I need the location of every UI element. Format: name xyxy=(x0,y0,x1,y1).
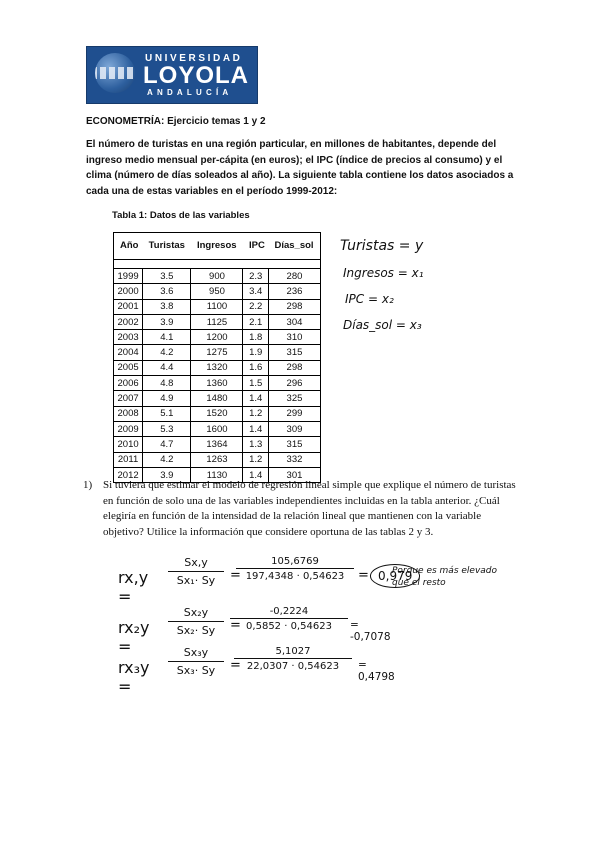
table-cell: 2007 xyxy=(114,391,143,406)
formula-fraction xyxy=(168,606,224,637)
legend-x3: Días_sol = x₃ xyxy=(343,318,422,332)
table-cell: 4.2 xyxy=(143,345,191,360)
table-cell: 3.9 xyxy=(143,467,191,482)
legend-y: Turistas = y xyxy=(340,238,424,254)
table-row xyxy=(114,269,321,284)
university-logo xyxy=(86,46,258,104)
table-cell: 2004 xyxy=(114,345,143,360)
table-cell: 304 xyxy=(268,314,320,329)
values-denominator: 0,5852 · 0,54623 xyxy=(246,621,332,632)
table-cell: 1.2 xyxy=(243,406,269,421)
header-ipc: IPC xyxy=(243,233,269,260)
document-title: ECONOMETRÍA: Ejercicio temas 1 y 2 xyxy=(86,116,266,127)
equals-sign: = xyxy=(230,618,241,633)
values-fraction xyxy=(234,646,352,672)
table-cell: 1275 xyxy=(191,345,243,360)
legend-x1: Ingresos = x₁ xyxy=(343,266,424,280)
table-cell: 1.6 xyxy=(243,360,269,375)
values-numerator: 5,1027 xyxy=(234,646,352,659)
table-cell: 2006 xyxy=(114,376,143,391)
table-cell: 298 xyxy=(268,299,320,314)
values-fraction xyxy=(230,606,348,632)
table-cell: 332 xyxy=(268,452,320,467)
table-cell: 298 xyxy=(268,360,320,375)
table-cell: 4.7 xyxy=(143,437,191,452)
formula-lhs: rx,y = xyxy=(118,568,149,606)
table-cell: 301 xyxy=(268,467,320,482)
table-cell: 280 xyxy=(268,269,320,284)
formula-lhs: rx₂y = xyxy=(118,618,150,656)
table-cell: 2010 xyxy=(114,437,143,452)
table-cell: 2012 xyxy=(114,467,143,482)
table-cell: 3.4 xyxy=(243,284,269,299)
table-row xyxy=(114,437,321,452)
table-cell: 296 xyxy=(268,376,320,391)
logo-sub-text: ANDALUCÍA xyxy=(147,88,233,97)
table-cell: 3.5 xyxy=(143,269,191,284)
header-income: Ingresos xyxy=(191,233,243,260)
table-cell: 2.1 xyxy=(243,314,269,329)
table-row xyxy=(114,360,321,375)
table-cell: 1.9 xyxy=(243,345,269,360)
intro-paragraph: El número de turistas en una región particular, en millones de habitantes, depende del ingreso medio mensual per-cápita (en euros); el IPC (índice de precios al consumo) y el clima (número de días soleados al año). La siguiente tabla contiene los datos asociados a cada una de estas variables en el período 1999-2012: xyxy=(86,139,514,197)
formula-fraction xyxy=(168,646,224,677)
table-header-row xyxy=(114,233,321,260)
table-cell: 1364 xyxy=(191,437,243,452)
table-cell: 1.3 xyxy=(243,437,269,452)
formula-lhs: rx₃y = xyxy=(118,658,150,696)
table-cell: 900 xyxy=(191,269,243,284)
table-cell: 315 xyxy=(268,345,320,360)
table-cell: 950 xyxy=(191,284,243,299)
table-row xyxy=(114,452,321,467)
values-numerator: -0,2224 xyxy=(230,606,348,619)
values-denominator: 197,4348 · 0,54623 xyxy=(245,571,345,582)
values-denominator: 22,0307 · 0,54623 xyxy=(246,661,340,672)
table-cell: 1100 xyxy=(191,299,243,314)
table-row xyxy=(114,376,321,391)
table-caption: Tabla 1: Datos de las variables xyxy=(112,210,250,221)
table-cell: 1.8 xyxy=(243,330,269,345)
globe-icon xyxy=(95,53,135,93)
table-row xyxy=(114,391,321,406)
table-cell: 1.2 xyxy=(243,452,269,467)
table-cell: 3.8 xyxy=(143,299,191,314)
legend-x2: IPC = x₂ xyxy=(345,292,394,306)
table-cell: 1999 xyxy=(114,269,143,284)
table-cell: 1.4 xyxy=(243,421,269,436)
table-cell: 2003 xyxy=(114,330,143,345)
table-cell: 309 xyxy=(268,421,320,436)
table-cell: 1480 xyxy=(191,391,243,406)
table-cell: 1520 xyxy=(191,406,243,421)
table-cell: 1.5 xyxy=(243,376,269,391)
table-cell: 2.3 xyxy=(243,269,269,284)
table-row xyxy=(114,345,321,360)
fraction-denominator: Sx₂· Sy xyxy=(176,624,216,637)
table-cell: 4.9 xyxy=(143,391,191,406)
table-cell: 1125 xyxy=(191,314,243,329)
table-cell: 3.9 xyxy=(143,314,191,329)
table-cell: 2011 xyxy=(114,452,143,467)
table-cell: 1600 xyxy=(191,421,243,436)
formula-fraction xyxy=(168,556,224,587)
table-cell: 1360 xyxy=(191,376,243,391)
table-cell: 5.1 xyxy=(143,406,191,421)
question-1 xyxy=(83,478,518,540)
table-cell: 4.2 xyxy=(143,452,191,467)
logo-top-text: UNIVERSIDAD xyxy=(145,53,243,64)
question-number: 1) xyxy=(83,479,93,491)
table-row xyxy=(114,421,321,436)
table-cell: 325 xyxy=(268,391,320,406)
table-cell: 1263 xyxy=(191,452,243,467)
table-cell: 1.4 xyxy=(243,391,269,406)
table-cell: 315 xyxy=(268,437,320,452)
data-table xyxy=(113,232,321,483)
table-cell: 2005 xyxy=(114,360,143,375)
table-cell: 2009 xyxy=(114,421,143,436)
table-cell: 1200 xyxy=(191,330,243,345)
fraction-numerator: Sx,y xyxy=(168,556,224,572)
table-cell: 4.8 xyxy=(143,376,191,391)
table-cell: 1.4 xyxy=(243,467,269,482)
table-cell: 236 xyxy=(268,284,320,299)
table-cell: 5.3 xyxy=(143,421,191,436)
equals-sign: = xyxy=(358,568,369,583)
fraction-denominator: Sx₁· Sy xyxy=(176,574,216,587)
table-row xyxy=(114,299,321,314)
table-cell: 1320 xyxy=(191,360,243,375)
table-cell: 2002 xyxy=(114,314,143,329)
table-cell: 3.6 xyxy=(143,284,191,299)
table-cell: 299 xyxy=(268,406,320,421)
equals-sign: = xyxy=(230,658,241,673)
values-numerator: 105,6769 xyxy=(236,556,354,569)
header-tourists: Turistas xyxy=(143,233,191,260)
table-row xyxy=(114,284,321,299)
fraction-numerator: Sx₃y xyxy=(168,646,224,662)
formula-result: = 0,4798 xyxy=(358,659,395,683)
table-cell: 2000 xyxy=(114,284,143,299)
formula-result: = -0,7078 xyxy=(350,619,391,643)
logo-main-text: LOYOLA xyxy=(143,62,249,89)
fraction-numerator: Sx₂y xyxy=(168,606,224,622)
table-cell: 1130 xyxy=(191,467,243,482)
header-sun-days: Días_sol xyxy=(268,233,320,260)
handwritten-note: Porque es más elevado que el resto xyxy=(392,566,498,588)
table-row xyxy=(114,330,321,345)
table-row xyxy=(114,406,321,421)
fraction-denominator: Sx₃· Sy xyxy=(176,664,216,677)
table-cell: 2001 xyxy=(114,299,143,314)
circled-result: 0,979 xyxy=(370,564,420,588)
table-cell: 310 xyxy=(268,330,320,345)
equals-sign: = xyxy=(230,568,241,583)
question-text: Si tuviera que estimar el modelo de regresión lineal simple que explique el número de turistas en función de solo una de las variables independientes incluidas en la tabla anterior. ¿Cuál elegiría en función de la intensidad de la relación lineal que mantienen con la variable objetivo? Utilice la información que considere oportuna de las tablas 2 y 3. xyxy=(103,479,516,538)
table-row xyxy=(114,314,321,329)
values-fraction xyxy=(236,556,354,582)
table-cell: 2008 xyxy=(114,406,143,421)
table-cell: 4.1 xyxy=(143,330,191,345)
table-cell: 2.2 xyxy=(243,299,269,314)
table-cell: 4.4 xyxy=(143,360,191,375)
header-year: Año xyxy=(114,233,143,260)
